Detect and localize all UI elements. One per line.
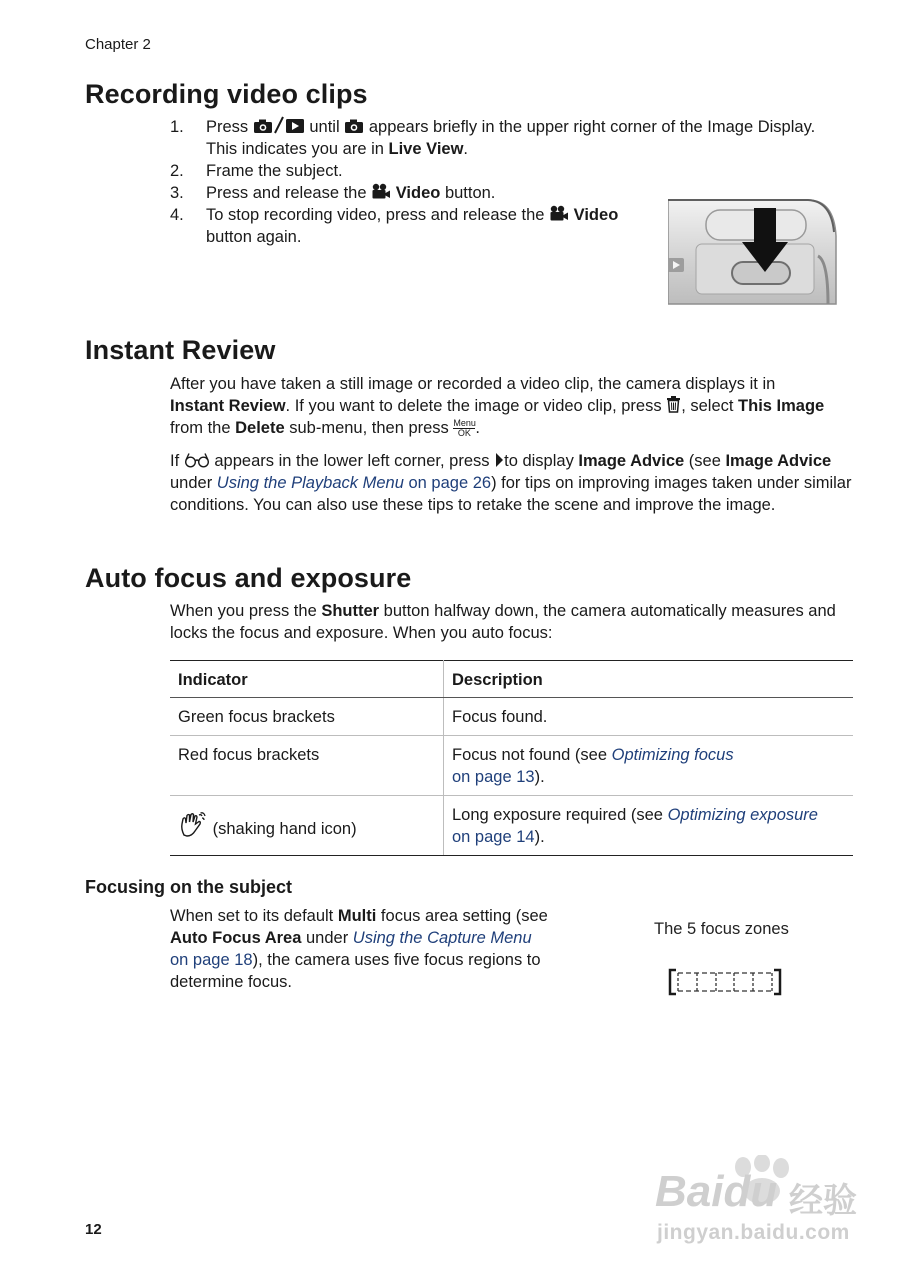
baidu-watermark: Baidu 经验 jingyan.baidu.com: [655, 1155, 875, 1255]
link-capture-menu[interactable]: Using the Capture Menu on page 18: [170, 929, 532, 969]
section-title-auto-focus: Auto focus and exposure: [85, 563, 412, 593]
link-optimizing-exposure[interactable]: Optimizing exposure on page 14: [452, 806, 818, 846]
focus-indicator-table: [170, 660, 853, 856]
playback-icon: [285, 118, 305, 134]
list-item: 4. To stop recording video, press and release the Video button again.: [170, 206, 619, 246]
column-header-indicator: Indicator: [170, 661, 444, 698]
chapter-label: Chapter 2: [85, 36, 151, 53]
trash-icon: [666, 395, 681, 413]
link-optimizing-focus[interactable]: Optimizing focus on page 13: [452, 746, 734, 786]
table-row: (shaking hand icon) Long exposure required (see Optimizing exposure on page 14).: [170, 796, 853, 856]
instant-review-paragraph-2: If appears in the lower left corner, press to display Image Advice (see Image Advice under Using the Playback Menu on page 26) for tips on improving images taken under similar conditions. You can also use these tips to retake the scene and improve the image.: [170, 452, 852, 514]
shaking-hand-icon: [178, 812, 208, 838]
column-header-description: Description: [444, 661, 854, 698]
table-row: Red focus brackets Focus not found (see Optimizing focus on page 13).: [170, 736, 853, 796]
camera-icon: [344, 118, 364, 134]
link-playback-menu[interactable]: Using the Playback Menu on page 26: [216, 474, 492, 492]
section-title-recording: Recording video clips: [85, 79, 368, 109]
table-row: Green focus brackets Focus found.: [170, 698, 853, 736]
page-number: 12: [85, 1221, 102, 1238]
focus-zones-diagram: [668, 968, 782, 996]
camera-video-button-illustration: [668, 196, 838, 306]
auto-focus-intro: When you press the Shutter button halfway down, the camera automatically measures and locks the focus and exposure. When you auto focus:: [170, 602, 836, 642]
camera-icon: [253, 118, 273, 134]
section-title-instant-review: Instant Review: [85, 335, 276, 365]
table-header-row: [170, 661, 853, 698]
focusing-paragraph: When set to its default Multi focus area setting (see Auto Focus Area under Using the Capture Menu on page 18), the camera uses five focus regions to determine focus.: [170, 907, 548, 991]
list-item: 2. Frame the subject.: [170, 162, 343, 180]
focus-zones-caption: The 5 focus zones: [654, 920, 789, 938]
instant-review-paragraph-1: After you have taken a still image or recorded a video clip, the camera displays it in Instant Review. If you want to delete the image or video clip, press , select This Image from the Delete sub-menu, then press Menu OK .: [170, 375, 825, 438]
menu-ok-icon: Menu OK: [453, 418, 476, 438]
right-arrow-icon: [494, 452, 504, 468]
glasses-icon: [184, 452, 210, 468]
list-item: 3. Press and release the Video button.: [170, 184, 496, 202]
video-camera-icon: [549, 205, 569, 222]
list-item: 1. Press until appears briefly in the upper right corner of the Image Display. This indicates you are in Live View.: [170, 118, 816, 158]
slash-separator-icon: [273, 116, 285, 134]
subsection-title-focusing: Focusing on the subject: [85, 877, 293, 897]
video-camera-icon: [371, 183, 391, 200]
